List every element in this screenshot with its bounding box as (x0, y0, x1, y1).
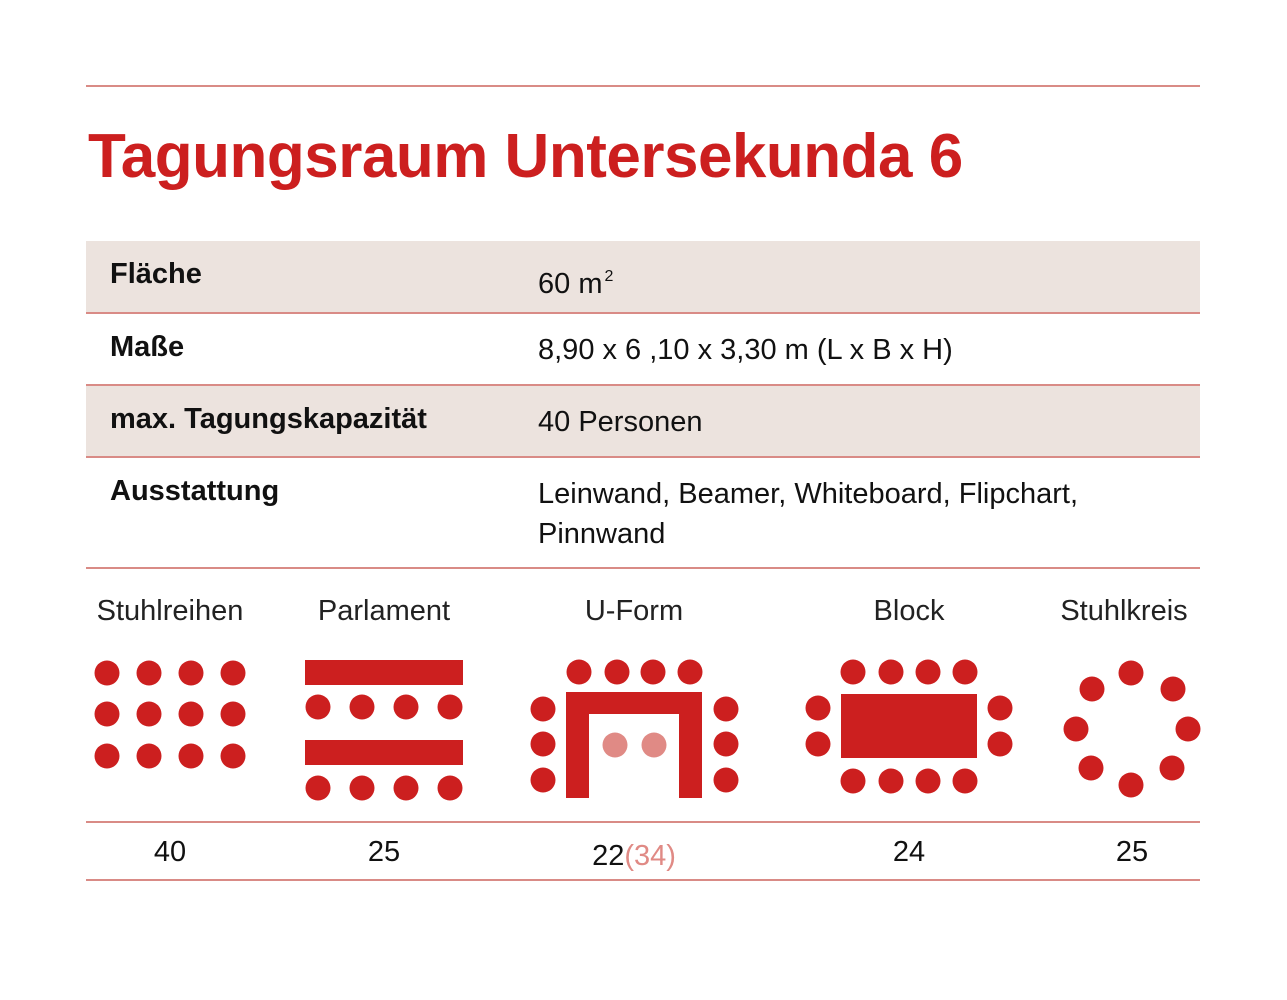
top-rule (86, 85, 1200, 87)
layout-name-parlament: Parlament (317, 595, 451, 627)
spec-value-capacity: 40 Personen (538, 406, 703, 438)
spec-value-area-unit: 2 (604, 268, 614, 285)
spec-row-area (86, 241, 1200, 312)
layout-name-block: Block (873, 595, 945, 627)
spec-value-area (538, 257, 613, 304)
page-title: Tagungsraum Untersekunda 6 (88, 122, 963, 191)
layout-count-stuhlkreis: 25 (1115, 836, 1149, 868)
spec-label-area: Fläche (110, 258, 202, 290)
parlament-diagram (305, 660, 463, 801)
counts-top-rule (86, 821, 1200, 823)
spec-value-area-text: 60 m (538, 268, 603, 300)
stuhlkreis-diagram (1064, 661, 1201, 798)
spec-row-equipment (86, 458, 1200, 567)
layout-count-u-form-main: 22 (592, 840, 625, 872)
spec-label-equipment: Ausstattung (110, 475, 280, 507)
block-diagram (806, 660, 1013, 794)
spec-row-dimensions (86, 314, 1200, 384)
bottom-rule (86, 879, 1200, 881)
spec-value-equipment-line1: Leinwand, Beamer, Whiteboard, Flipchart, (538, 478, 1078, 510)
layout-name-stuhlkreis: Stuhlkreis (1060, 595, 1188, 627)
seating-diagrams (0, 640, 1287, 820)
spec-row-capacity (86, 386, 1200, 456)
layout-name-u-form: U-Form (584, 595, 684, 627)
layout-count-u-form (592, 840, 676, 873)
layout-count-u-form-extra: (34) (624, 840, 676, 872)
layout-count-parlament: 25 (367, 836, 401, 868)
layout-count-stuhlreihen: 40 (153, 836, 187, 868)
u-form-diagram (531, 660, 739, 799)
spec-label-dimensions: Maße (110, 331, 185, 363)
spec-value-dimensions: 8,90 x 6 ,10 x 3,30 m (L x B x H) (538, 334, 953, 366)
spec-divider (86, 567, 1200, 569)
spec-label-capacity: max. Tagungskapazität (110, 403, 427, 435)
spec-value-equipment-line2: Pinnwand (538, 518, 666, 550)
layout-name-stuhlreihen: Stuhlreihen (96, 595, 244, 627)
layout-count-block: 24 (892, 836, 926, 868)
stuhlreihen-diagram (95, 661, 246, 769)
spec-value-equipment (538, 474, 1078, 554)
